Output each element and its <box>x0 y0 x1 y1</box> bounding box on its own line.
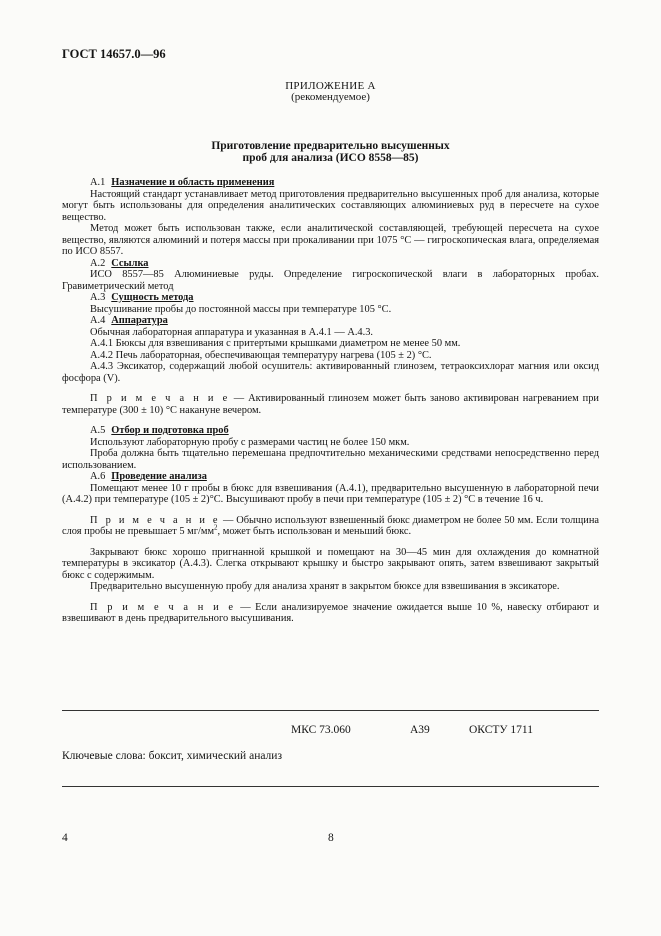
paragraph: Предварительно высушенную пробу для анализа хранят в закрытом бюксе для взвешивания в эксикаторе. <box>90 581 560 592</box>
keywords: Ключевые слова: боксит, химический анализ <box>62 750 282 762</box>
section-title: Отбор и подготовка проб <box>111 425 229 436</box>
superscript: 2 <box>214 523 218 532</box>
paragraph: Закрывают бюкс хорошо пригнанной крышкой и помещают на 30—45 мин для охлаждения до комнатной температуры в эксикатор (А.4.3). Слегка открывают крышку и быстро закрывают опять, затем взвешивают закрытый бюкс с содержимым. <box>62 546 599 581</box>
section-heading-a1 <box>62 177 599 189</box>
annex-title: ПРИЛОЖЕНИЕ А <box>285 80 376 92</box>
paragraph: Высушивание пробы до постоянной массы при температуре 105 °С. <box>90 303 392 315</box>
section-number: А.6 <box>90 471 106 482</box>
page-number-left: 4 <box>62 832 68 844</box>
note-3 <box>62 602 599 625</box>
section-title: Аппаратура <box>111 315 168 326</box>
section-number: А.5 <box>90 425 106 436</box>
note-text: — Активированный глинозем может быть заново активирован нагреванием при температуре (300 ± 10) °С накануне вечером. <box>62 393 599 416</box>
section-heading-a2 <box>62 258 599 270</box>
paragraph: Обычная лабораторная аппаратура и указанная в А.4.1 — А.4.3. <box>90 326 374 338</box>
paragraph: А.4.2 Печь лабораторная, обеспечивающая температуру нагрева (105 ± 2) °С. <box>90 349 432 361</box>
note-1 <box>62 393 599 416</box>
paragraph: А.4.1 Бюксы для взвешивания с притертыми крышками диаметром не менее 50 мм. <box>90 338 461 349</box>
section-heading-a3 <box>62 292 599 304</box>
document-title <box>0 140 661 164</box>
paragraph: Помещают менее 10 г пробы в бюкс для взвешивания (А.4.1), предварительно высушенную в лабораторной печи (А.4.2) при температуре (105 ± 2)°С. Высушивают пробу в печи при температуре (105 ± 2) °С в течение 16 ч. <box>62 482 599 505</box>
document-body <box>62 177 599 625</box>
note-label: П р и м е ч а н и е <box>90 393 230 404</box>
document-title-line1: Приготовление предварительно высушенных <box>211 140 450 152</box>
footer-rule-top <box>62 710 599 711</box>
gost-header: ГОСТ 14657.0—96 <box>62 47 166 61</box>
section-title: Назначение и область применения <box>111 177 275 188</box>
classification-code: А39 <box>410 724 430 736</box>
note-text: — Если анализируемое значение ожидается выше 10 %, навеску отбирают и взвешивают в день предварительного высушивания. <box>62 601 600 624</box>
footer-rule-bottom <box>62 786 599 787</box>
section-number: А.3 <box>90 292 106 303</box>
section-title: Проведение анализа <box>111 471 207 482</box>
paragraph: Проба должна быть тщательно перемешана предпочтительно механическими средствами непосредственно перед использованием. <box>62 448 599 471</box>
paragraph: Настоящий стандарт устанавливает метод приготовления предварительно высушенных проб для анализа, которые могут быть использованы для определения аналитических составляющих алюминиевых руд в пересчете на сухое вещество. <box>62 188 599 223</box>
note-label: П р и м е ч а н и е <box>90 601 236 613</box>
section-number: А.4 <box>90 315 106 326</box>
paragraph: Метод может быть использован также, если аналитической составляющей, требующей пересчета на сухое вещество, являются алюминий и потеря массы при прокаливании при 1075 °С — гигроскопическая влага, определяемая по ИСО 8557. <box>62 223 599 257</box>
section-heading-a6 <box>62 471 599 483</box>
annex-subtitle: (рекомендуемое) <box>291 91 370 103</box>
mks-code: МКС 73.060 <box>291 724 351 736</box>
section-heading-a4 <box>62 315 599 327</box>
section-heading-a5 <box>62 425 599 437</box>
section-title: Ссылка <box>111 257 149 269</box>
section-title: Сущность метода <box>111 292 194 303</box>
paragraph: ИСО 8557—85 Алюминиевые руды. Определение гигроскопической влаги в лабораторных пробах. Гравиметрический метод <box>62 269 599 292</box>
section-number: А.1 <box>90 177 106 188</box>
note-label: П р и м е ч а н и е <box>90 514 221 526</box>
okstu-code: ОКСТУ 1711 <box>469 724 533 736</box>
paragraph: А.4.3 Эксикатор, содержащий любой осушитель: активированный глинозем, тетраоксихлорат магния или оксид фосфора (V). <box>62 361 599 384</box>
paragraph: Используют лабораторную пробу с размерами частиц не более 150 мкм. <box>90 436 410 448</box>
note-2 <box>62 515 599 538</box>
note-text: , может быть использован и меньший бюкс. <box>217 526 412 537</box>
page-number-center: 8 <box>328 832 334 844</box>
document-title-line2: проб для анализа (ИСО 8558—85) <box>242 152 419 164</box>
section-number: А.2 <box>90 257 106 269</box>
note-text: — Обычно используют взвешенный бюкс диаметром не более 50 мм. Если толщина слоя пробы не превышает 5 мг/мм <box>62 514 599 537</box>
